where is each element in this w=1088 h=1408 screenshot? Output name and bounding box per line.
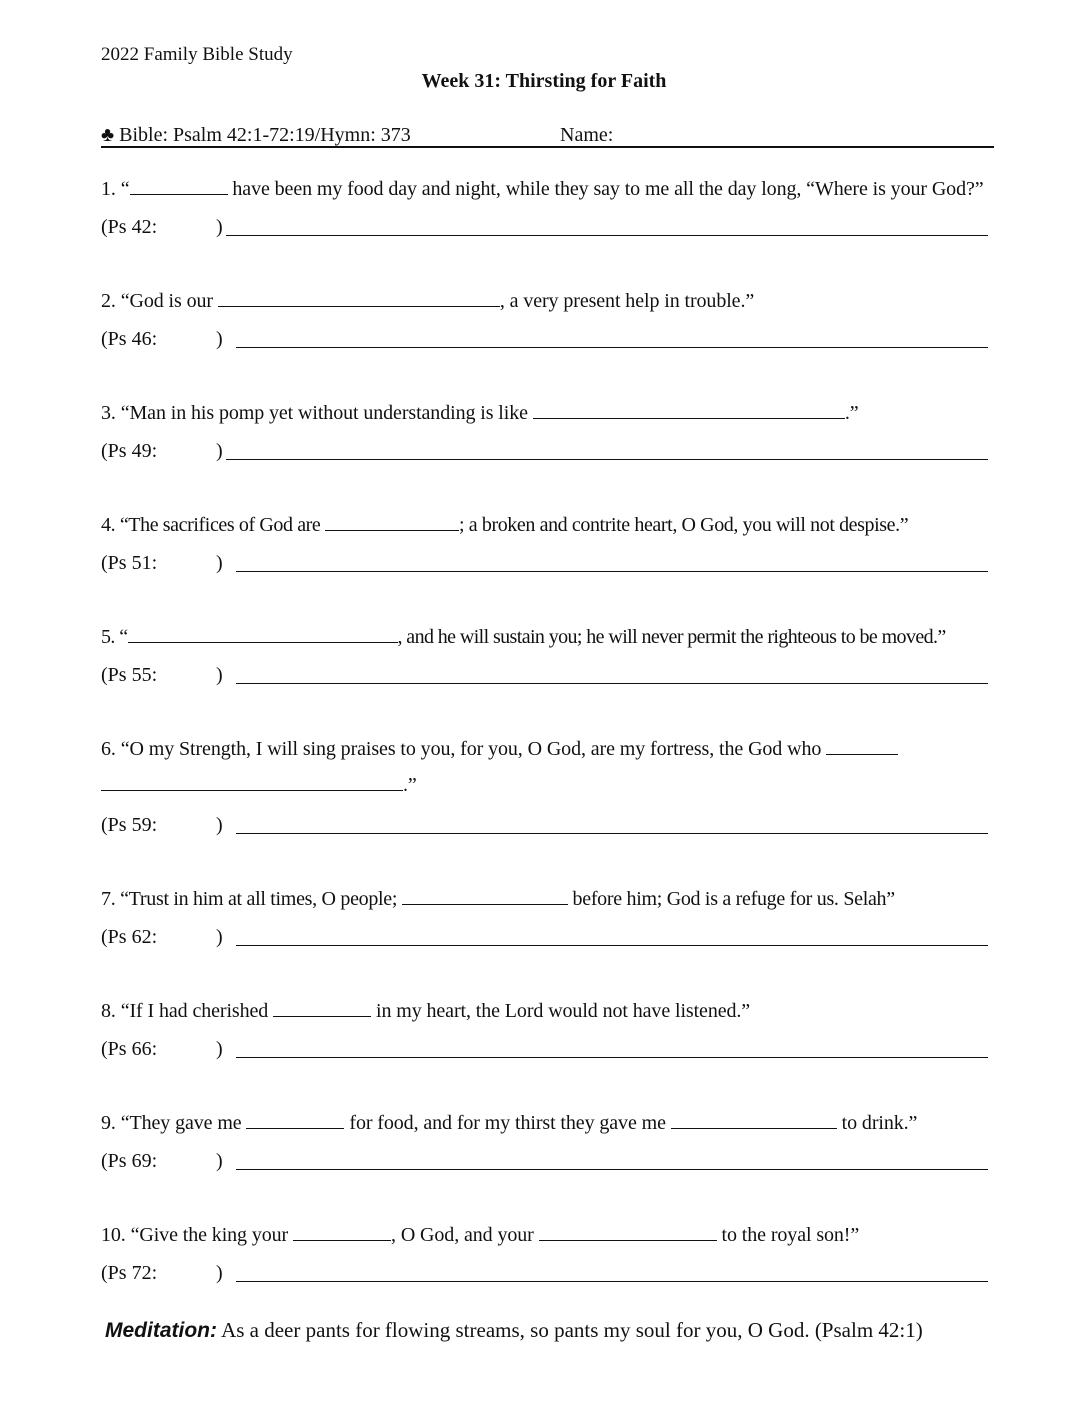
blank-8[interactable] <box>273 1000 371 1017</box>
ref-close-3: ) <box>216 440 223 462</box>
question-6: 6. “O my Strength, I will sing praises to you, for you, O God, are my fortress, the God who <box>101 738 898 761</box>
series-title: 2022 Family Bible Study <box>101 44 293 65</box>
meditation <box>105 1318 923 1343</box>
answer-line-8[interactable] <box>236 1057 988 1058</box>
ref-8: (Ps 66: <box>101 1038 158 1060</box>
question-6-continued: .” <box>101 774 417 797</box>
answer-line-5[interactable] <box>236 683 988 684</box>
ref-7: (Ps 62: <box>101 926 158 948</box>
question-3: 3. “Man in his pomp yet without understanding is like .” <box>101 402 859 424</box>
question-1: 1. “ have been my food day and night, while they say to me all the day long, “Where is your God?” <box>101 178 984 200</box>
ref-1: (Ps 42: <box>101 216 158 238</box>
name-field-line[interactable] <box>101 146 994 148</box>
question-5: 5. “ , and he will sustain you; he will never permit the righteous to be moved.” <box>101 626 946 648</box>
question-10: 10. “Give the king your , O God, and your to the royal son!” <box>101 1224 860 1246</box>
ref-close-1: ) <box>216 216 223 238</box>
ref-close-8: ) <box>216 1038 223 1060</box>
ref-4: (Ps 51: <box>101 552 158 574</box>
answer-line-2[interactable] <box>236 347 988 348</box>
ref-close-2: ) <box>216 328 223 350</box>
question-9: 9. “They gave me for food, and for my thirst they gave me to drink.” <box>101 1112 918 1134</box>
blank-4[interactable] <box>325 514 459 531</box>
blank-6a[interactable] <box>826 738 898 755</box>
answer-line-9[interactable] <box>236 1169 988 1170</box>
ref-close-9: ) <box>216 1150 223 1172</box>
blank-6b[interactable] <box>101 774 403 791</box>
page-title: Week 31: Thirsting for Faith <box>421 70 667 92</box>
ref-9: (Ps 69: <box>101 1150 158 1172</box>
ref-10: (Ps 72: <box>101 1262 158 1284</box>
ref-6: (Ps 59: <box>101 814 158 836</box>
answer-line-10[interactable] <box>236 1281 988 1282</box>
ref-5: (Ps 55: <box>101 664 158 686</box>
ref-close-5: ) <box>216 664 223 686</box>
name-label: Name: <box>560 124 614 146</box>
ref-close-7: ) <box>216 926 223 948</box>
ref-close-6: ) <box>216 814 223 836</box>
answer-line-7[interactable] <box>236 945 988 946</box>
meditation-label: Meditation: <box>105 1319 217 1342</box>
meditation-text: As a deer pants for flowing streams, so pants my soul for you, O God. (Psalm 42:1) <box>216 1318 923 1342</box>
question-2: 2. “God is our , a very present help in trouble.” <box>101 290 755 312</box>
ref-close-4: ) <box>216 552 223 574</box>
question-7: 7. “Trust in him at all times, O people; before him; God is a refuge for us. Selah” <box>101 888 895 910</box>
answer-line-3[interactable] <box>226 459 988 460</box>
answer-line-4[interactable] <box>236 571 988 572</box>
blank-9a[interactable] <box>246 1112 344 1129</box>
blank-9b[interactable] <box>671 1112 837 1129</box>
blank-10a[interactable] <box>293 1224 391 1241</box>
answer-line-6[interactable] <box>236 833 988 834</box>
blank-2[interactable] <box>218 290 500 307</box>
ref-3: (Ps 49: <box>101 440 158 462</box>
blank-7[interactable] <box>402 888 568 905</box>
ref-2: (Ps 46: <box>101 328 158 350</box>
answer-line-1[interactable] <box>226 235 988 236</box>
blank-3[interactable] <box>533 402 845 419</box>
question-4: 4. “The sacrifices of God are ; a broken and contrite heart, O God, you will not despise.” <box>101 514 909 536</box>
blank-10b[interactable] <box>539 1224 717 1241</box>
blank-5[interactable] <box>128 626 398 643</box>
ref-close-10: ) <box>216 1262 223 1284</box>
blank-1[interactable] <box>130 178 228 195</box>
bible-reading-line: ♣ Bible: Psalm 42:1-72:19/Hymn: 373 <box>101 124 411 146</box>
question-8: 8. “If I had cherished in my heart, the Lord would not have listened.” <box>101 1000 751 1022</box>
